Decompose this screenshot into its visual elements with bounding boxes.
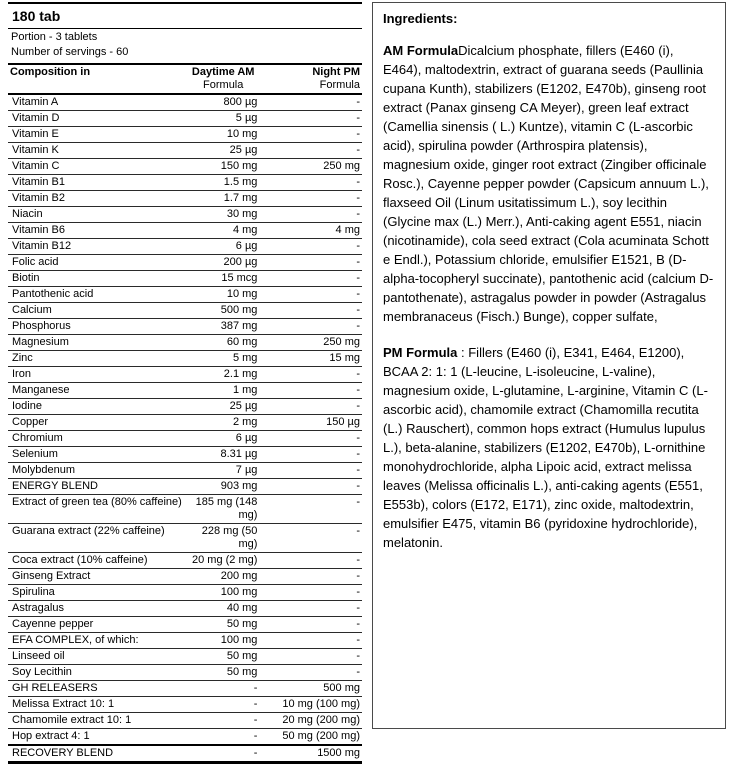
cell-am: 150 mg xyxy=(187,159,259,175)
cell-pm: - xyxy=(259,111,362,127)
cell-pm: - xyxy=(259,553,362,569)
cell-pm: - xyxy=(259,633,362,649)
cell-name: Chromium xyxy=(8,431,187,447)
table-row xyxy=(8,111,362,127)
cell-am: 200 µg xyxy=(187,255,259,271)
cell-name: Biotin xyxy=(8,271,187,287)
supplement-facts-panel xyxy=(8,2,362,759)
am-formula-text: Dicalcium phosphate, fillers (E460 (i), E464), maltodextrin, extract of guarana seeds (Paullinia cupana Kunth), stabilizers (E1202, E470b), ginseng root extract (Panax ginseng CA Meyer), green leaf extract (Camellia sinensis ( L.) Kuntze), vitamin C (L-ascorbic acid), spirulina powder (Arthrospira platensis), magnesium oxide, ginger root extract (Zingiber officinale Rosc.), Cayenne pepper powder (Capsicum annuum L.), flaxseed Oil (Linum usitatissimum L.), soy lecithin (Glycine max (L.) Merr.), Anti-caking agent E551, niacin (nicotinamide), cola seed extract (Cola acuminata Schott e Endl.), Potassium chloride, emulsifier E1521, B (D-alpha-tocopheryl succinate), pantothenic acid (calcium D-pantothenate), astragalus powder in powder (Astragalus membranaceus (Fisch.) Bunge), copper sulfate, xyxy=(383,43,714,324)
cell-am: 387 mg xyxy=(187,319,259,335)
table-row xyxy=(8,649,362,665)
portion-text: Portion - 3 tablets xyxy=(11,31,98,43)
cell-am: - xyxy=(187,681,259,697)
table-row xyxy=(8,415,362,431)
cell-pm: 4 mg xyxy=(259,223,362,239)
cell-am: 185 mg (148 mg) xyxy=(187,495,259,524)
cell-am: 228 mg (50 mg) xyxy=(187,524,259,553)
cell-name: Vitamin K xyxy=(8,143,187,159)
table-row xyxy=(8,175,362,191)
cell-pm: - xyxy=(259,569,362,585)
table-row xyxy=(8,143,362,159)
table-row xyxy=(8,223,362,239)
cell-pm: - xyxy=(259,207,362,223)
cell-pm: 500 mg xyxy=(259,681,362,697)
cell-name: Guarana extract (22% caffeine) xyxy=(8,524,187,553)
cell-am: 2 mg xyxy=(187,415,259,431)
cell-am: 10 mg xyxy=(187,287,259,303)
cell-pm: - xyxy=(259,271,362,287)
cell-name: Pantothenic acid xyxy=(8,287,187,303)
table-row xyxy=(8,239,362,255)
cell-pm: - xyxy=(259,94,362,111)
cell-am: 50 mg xyxy=(187,649,259,665)
cell-name: Vitamin D xyxy=(8,111,187,127)
table-row xyxy=(8,633,362,649)
cell-am: 500 mg xyxy=(187,303,259,319)
cell-name: Extract of green tea (80% caffeine) xyxy=(8,495,187,524)
am-ingredients-paragraph xyxy=(383,41,715,326)
cell-pm: - xyxy=(259,287,362,303)
cell-name: Vitamin C xyxy=(8,159,187,175)
cell-pm: - xyxy=(259,143,362,159)
table-row xyxy=(8,524,362,553)
cell-am: 6 µg xyxy=(187,239,259,255)
table-row xyxy=(8,601,362,617)
cell-name: Cayenne pepper xyxy=(8,617,187,633)
cell-name: Iron xyxy=(8,367,187,383)
cell-pm: - xyxy=(259,303,362,319)
cell-am: 903 mg xyxy=(187,479,259,495)
cell-am: 50 mg xyxy=(187,665,259,681)
table-row xyxy=(8,367,362,383)
servings-text: Number of servings - 60 xyxy=(11,46,129,58)
cell-am: 60 mg xyxy=(187,335,259,351)
composition-table xyxy=(8,63,362,764)
cell-name: Linseed oil xyxy=(8,649,187,665)
cell-pm: - xyxy=(259,431,362,447)
cell-pm: - xyxy=(259,239,362,255)
cell-am: 1.7 mg xyxy=(187,191,259,207)
cell-am: 40 mg xyxy=(187,601,259,617)
cell-name: Vitamin B12 xyxy=(8,239,187,255)
cell-pm: - xyxy=(259,127,362,143)
table-row xyxy=(8,255,362,271)
am-formula-label: AM Formula xyxy=(383,43,459,58)
cell-name: Vitamin B2 xyxy=(8,191,187,207)
table-row xyxy=(8,745,362,763)
cell-name: Vitamin B1 xyxy=(8,175,187,191)
cell-am: 2.1 mg xyxy=(187,367,259,383)
cell-pm: - xyxy=(259,495,362,524)
cell-pm: 1500 mg xyxy=(259,745,362,763)
header-am-line2: Formula xyxy=(203,79,244,91)
cell-name: Melissa Extract 10: 1 xyxy=(8,697,187,713)
cell-am: - xyxy=(187,745,259,763)
cell-name: Copper xyxy=(8,415,187,431)
table-row xyxy=(8,617,362,633)
cell-am: 5 µg xyxy=(187,111,259,127)
header-daytime-am xyxy=(187,64,259,94)
cell-am: - xyxy=(187,729,259,746)
cell-name: Molybdenum xyxy=(8,463,187,479)
cell-pm: 20 mg (200 mg) xyxy=(259,713,362,729)
cell-name: ENERGY BLEND xyxy=(8,479,187,495)
cell-name: Iodine xyxy=(8,399,187,415)
table-row xyxy=(8,585,362,601)
cell-name: Folic acid xyxy=(8,255,187,271)
table-row xyxy=(8,495,362,524)
composition-table-body xyxy=(8,94,362,763)
table-row xyxy=(8,271,362,287)
cell-pm: 50 mg (200 mg) xyxy=(259,729,362,746)
cell-name: Calcium xyxy=(8,303,187,319)
header-pm-line2: Formula xyxy=(319,79,360,91)
cell-name: Chamomile extract 10: 1 xyxy=(8,713,187,729)
cell-pm: 250 mg xyxy=(259,159,362,175)
cell-name: Spirulina xyxy=(8,585,187,601)
cell-am: 25 µg xyxy=(187,399,259,415)
header-night-pm xyxy=(259,64,362,94)
table-header-row xyxy=(8,64,362,94)
pm-ingredients-paragraph xyxy=(383,343,715,552)
table-row xyxy=(8,127,362,143)
cell-pm: - xyxy=(259,601,362,617)
cell-am: 7 µg xyxy=(187,463,259,479)
cell-pm: - xyxy=(259,665,362,681)
cell-pm: - xyxy=(259,367,362,383)
cell-name: Soy Lecithin xyxy=(8,665,187,681)
cell-pm: - xyxy=(259,175,362,191)
cell-am: 25 µg xyxy=(187,143,259,159)
table-row xyxy=(8,665,362,681)
cell-am: 200 mg xyxy=(187,569,259,585)
cell-pm: - xyxy=(259,524,362,553)
cell-name: Magnesium xyxy=(8,335,187,351)
cell-am: 15 mcg xyxy=(187,271,259,287)
table-row xyxy=(8,287,362,303)
cell-pm: - xyxy=(259,617,362,633)
cell-name: Coca extract (10% caffeine) xyxy=(8,553,187,569)
table-row xyxy=(8,319,362,335)
cell-name: Ginseng Extract xyxy=(8,569,187,585)
table-row xyxy=(8,159,362,175)
cell-name: Vitamin B6 xyxy=(8,223,187,239)
table-row xyxy=(8,351,362,367)
table-row xyxy=(8,447,362,463)
table-row xyxy=(8,681,362,697)
table-row xyxy=(8,94,362,111)
cell-pm: - xyxy=(259,383,362,399)
table-row xyxy=(8,463,362,479)
pm-formula-text: : Fillers (E460 (i), E341, E464, E1200), BCAA 2: 1: 1 (L-leucine, L-isoleucine, L-valine), magnesium oxide, L-glutamine, L-arginine, Vitamin C (L-ascorbic acid), chamomile extract (Chamomilla recutita (L.) Rauschert), common hops extract (Humulus lupulus L.), beta-alanine, stabilizers (E1202, E470b), L-ornithine monohydrochloride, alpha Lipoic acid, extract melissa leaves (Melissa officinalis L.), anti-caking agents (E551, E553b), colors (E172, E171), zinc oxide, maltodextrin, emulsifier E475, vitamin B6 (pyridoxine hydrochloride), melatonin. xyxy=(383,345,708,550)
table-row xyxy=(8,207,362,223)
cell-pm: - xyxy=(259,255,362,271)
header-pm-line1: Night PM xyxy=(312,66,360,78)
table-row xyxy=(8,713,362,729)
table-row xyxy=(8,335,362,351)
cell-am: 50 mg xyxy=(187,617,259,633)
cell-pm: - xyxy=(259,319,362,335)
table-row xyxy=(8,399,362,415)
cell-pm: - xyxy=(259,191,362,207)
cell-name: Niacin xyxy=(8,207,187,223)
cell-pm: - xyxy=(259,585,362,601)
cell-name: Phosphorus xyxy=(8,319,187,335)
cell-am: 800 µg xyxy=(187,94,259,111)
table-row xyxy=(8,383,362,399)
cell-am: 1 mg xyxy=(187,383,259,399)
cell-pm: - xyxy=(259,447,362,463)
cell-pm: - xyxy=(259,649,362,665)
header-composition: Composition in xyxy=(8,64,187,94)
table-row xyxy=(8,431,362,447)
cell-am: 10 mg xyxy=(187,127,259,143)
cell-pm: 15 mg xyxy=(259,351,362,367)
table-row xyxy=(8,553,362,569)
ingredients-title: Ingredients: xyxy=(383,11,458,26)
cell-pm: 250 mg xyxy=(259,335,362,351)
cell-name: RECOVERY BLEND xyxy=(8,745,187,763)
cell-am: 1.5 mg xyxy=(187,175,259,191)
cell-pm: - xyxy=(259,399,362,415)
cell-am: - xyxy=(187,713,259,729)
panel-title: 180 tab xyxy=(8,6,362,29)
cell-pm: - xyxy=(259,479,362,495)
cell-name: EFA COMPLEX, of which: xyxy=(8,633,187,649)
cell-name: Vitamin A xyxy=(8,94,187,111)
header-am-line1: Daytime AM xyxy=(191,66,255,78)
cell-am: - xyxy=(187,697,259,713)
cell-pm: - xyxy=(259,463,362,479)
cell-name: Zinc xyxy=(8,351,187,367)
cell-am: 6 µg xyxy=(187,431,259,447)
cell-am: 8.31 µg xyxy=(187,447,259,463)
table-row xyxy=(8,697,362,713)
ingredients-panel xyxy=(372,2,726,729)
table-row xyxy=(8,479,362,495)
cell-name: GH RELEASERS xyxy=(8,681,187,697)
cell-pm: 150 µg xyxy=(259,415,362,431)
table-row xyxy=(8,569,362,585)
cell-am: 20 mg (2 mg) xyxy=(187,553,259,569)
cell-name: Vitamin E xyxy=(8,127,187,143)
cell-name: Manganese xyxy=(8,383,187,399)
cell-am: 4 mg xyxy=(187,223,259,239)
cell-name: Hop extract 4: 1 xyxy=(8,729,187,746)
cell-am: 5 mg xyxy=(187,351,259,367)
table-row xyxy=(8,303,362,319)
cell-pm: 10 mg (100 mg) xyxy=(259,697,362,713)
table-row xyxy=(8,191,362,207)
cell-am: 100 mg xyxy=(187,633,259,649)
pm-formula-label: PM Formula xyxy=(383,345,458,360)
cell-am: 100 mg xyxy=(187,585,259,601)
cell-name: Selenium xyxy=(8,447,187,463)
cell-name: Astragalus xyxy=(8,601,187,617)
cell-am: 30 mg xyxy=(187,207,259,223)
